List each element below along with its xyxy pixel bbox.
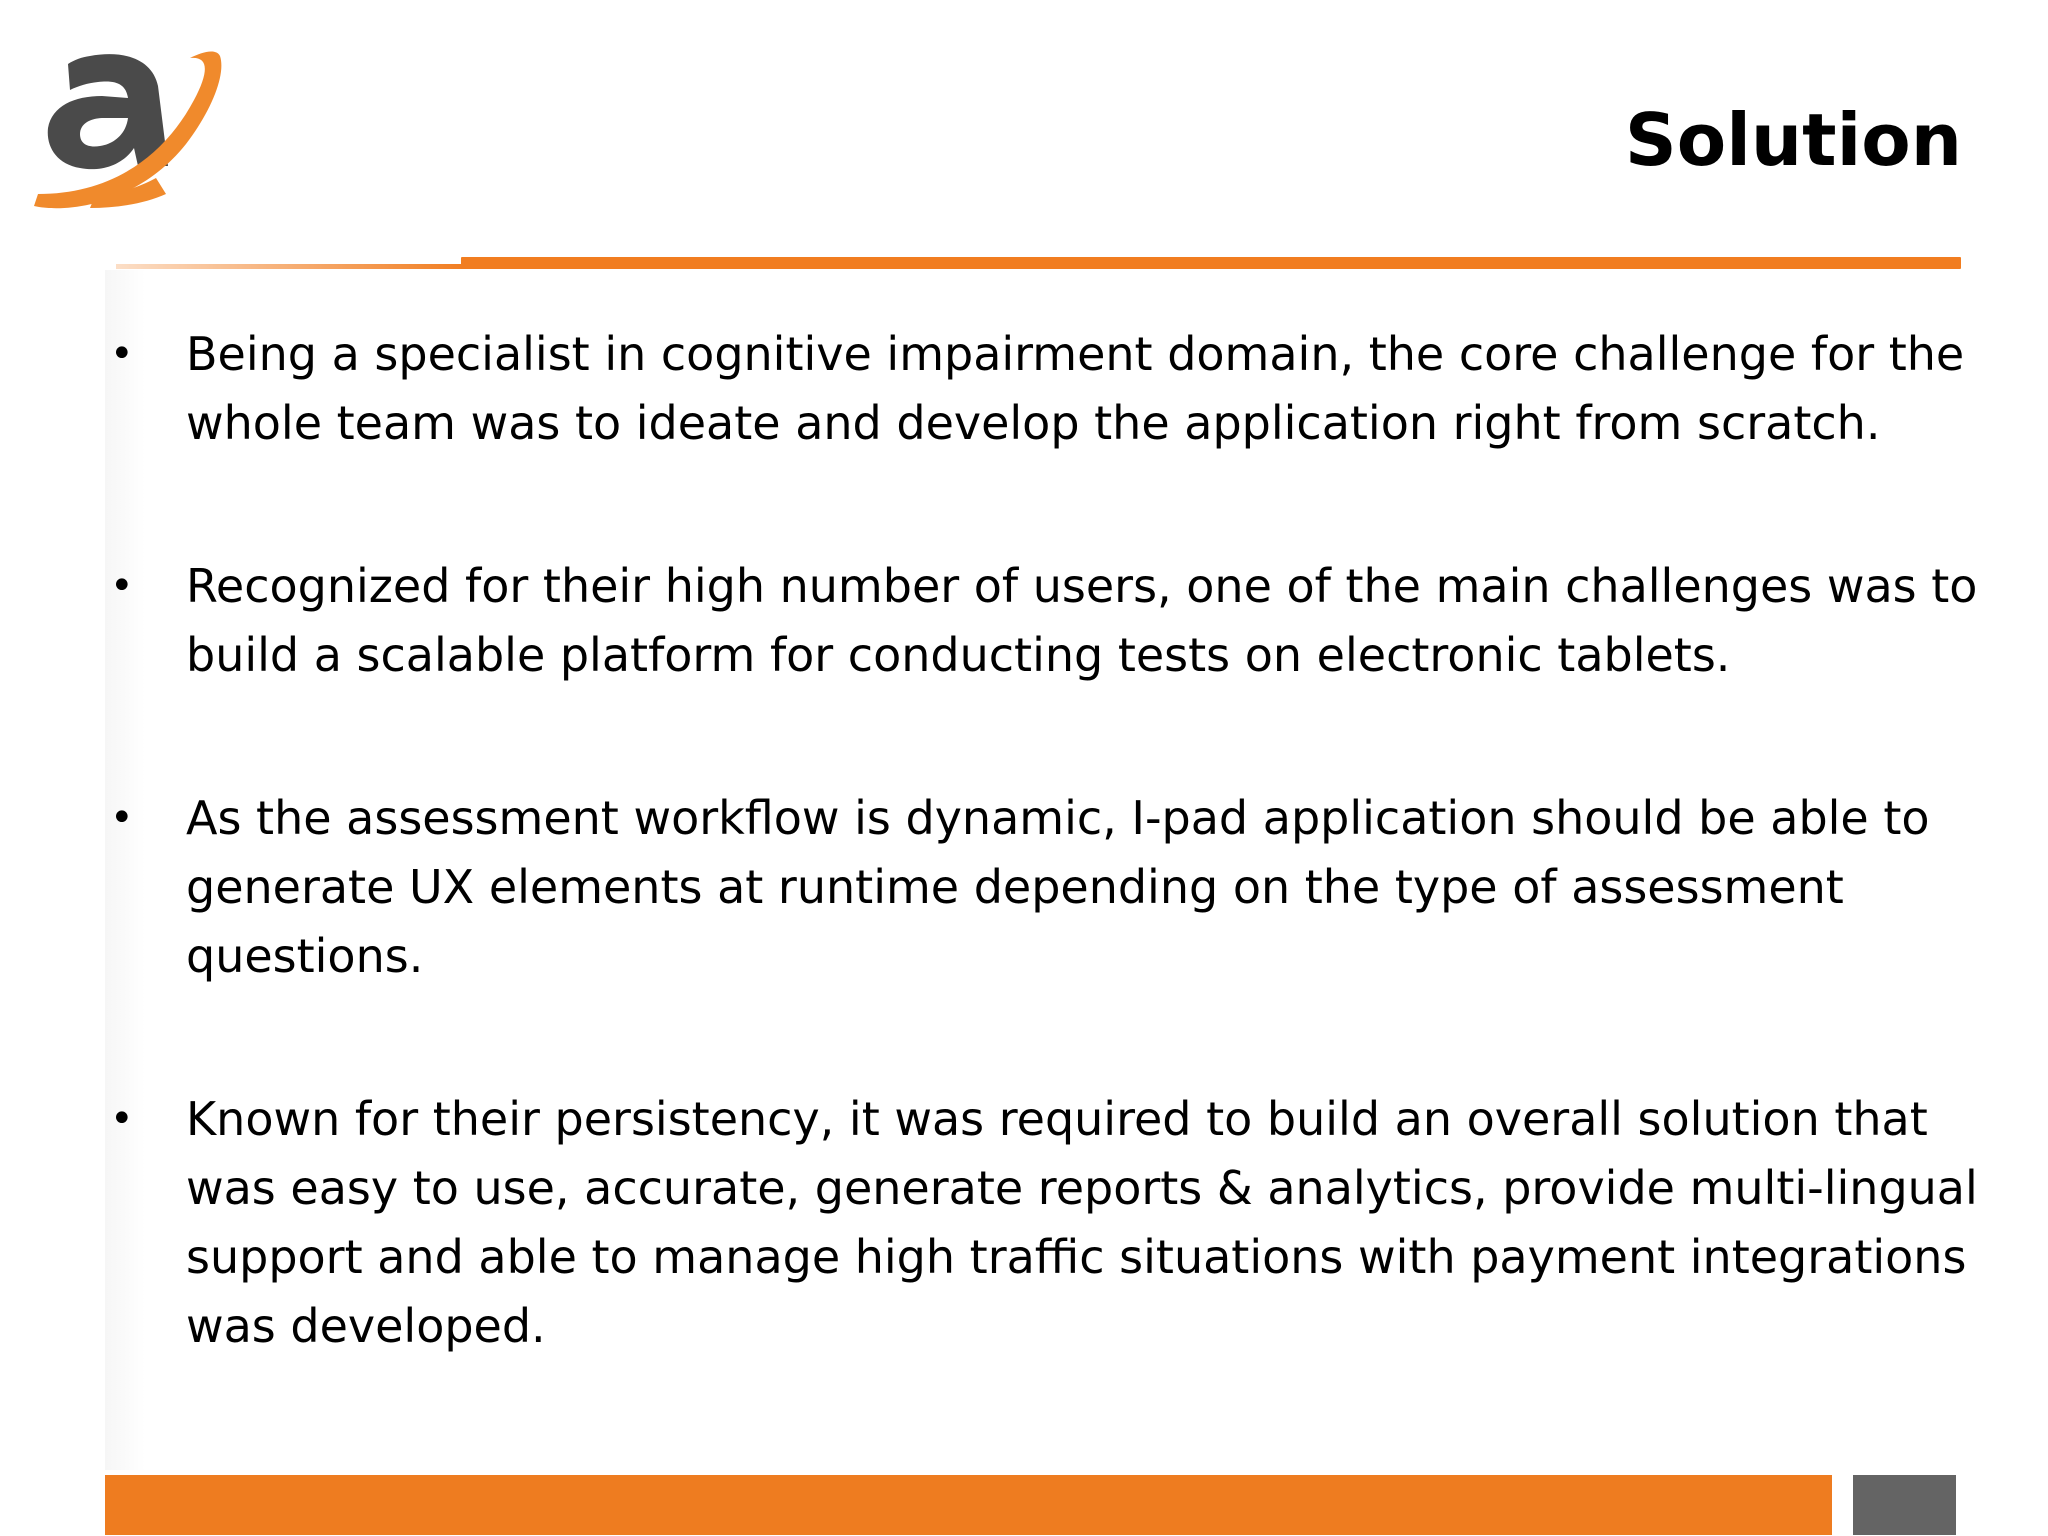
bullet-icon: • [110, 563, 134, 609]
bullet-list [100, 320, 1980, 1455]
list-item [100, 320, 1980, 458]
list-item [100, 1085, 1980, 1361]
footer-gray-box [1853, 1475, 1956, 1535]
bullet-text: Recognized for their high number of users, one of the main challenges was to build a scalable platform for conducting tests on electronic tablets. [186, 559, 1978, 682]
title-underline-thick [461, 257, 1961, 269]
bullet-icon: • [110, 331, 134, 377]
list-item [100, 784, 1980, 991]
title-underline [116, 256, 1961, 270]
list-item [100, 552, 1980, 690]
a-swoosh-logo-icon [30, 48, 230, 220]
bullet-text: As the assessment workflow is dynamic, I-pad application should be able to generate UX elements at runtime depending on the type of assessment questions. [186, 791, 1930, 983]
bullet-icon: • [110, 795, 134, 841]
bullet-text: Being a specialist in cognitive impairment domain, the core challenge for the whole team was to ideate and develop the application right from scratch. [186, 327, 1965, 450]
bullet-text: Known for their persistency, it was required to build an overall solution that was easy to use, accurate, generate reports & analytics, provide multi-lingual support and able to manage high traffic situations with payment integrations was developed. [186, 1092, 1978, 1353]
bullet-icon: • [110, 1096, 134, 1142]
title-underline-thin [116, 264, 466, 269]
footer-accent-bar [105, 1475, 1832, 1535]
slide-title: Solution [1624, 98, 1962, 182]
